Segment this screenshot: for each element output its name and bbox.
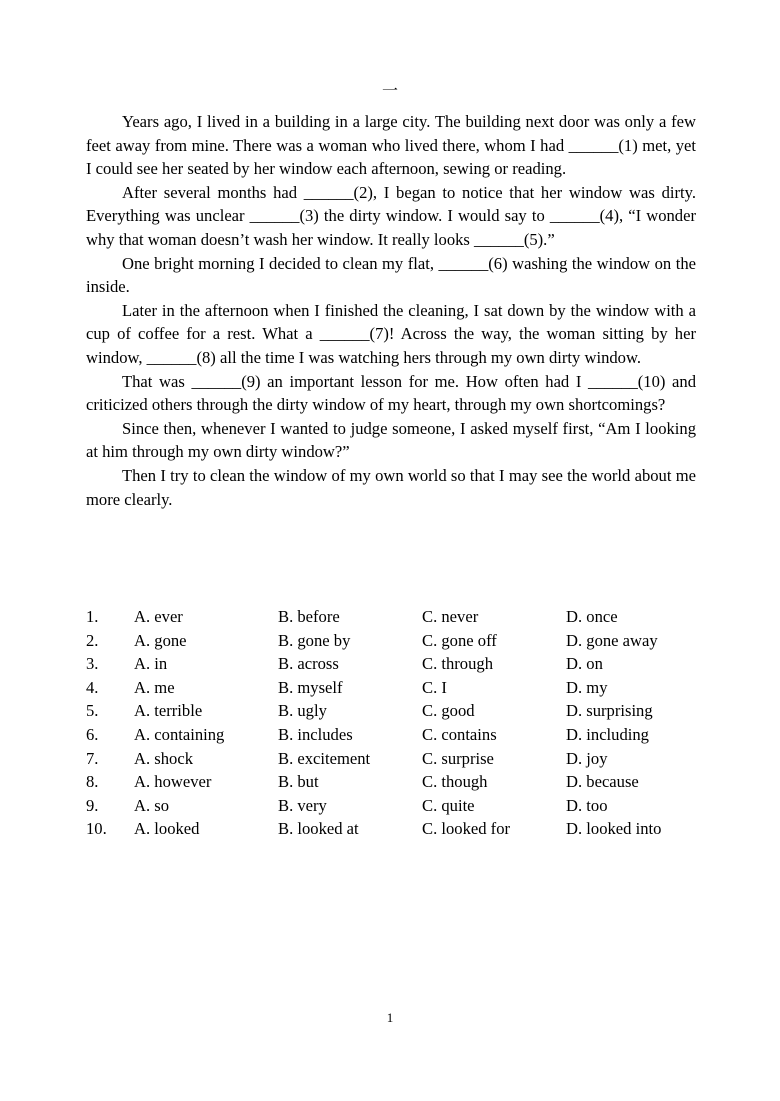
option-b: B. very xyxy=(278,795,327,815)
option-d: D. joy xyxy=(566,748,608,768)
option-a: A. me xyxy=(134,677,175,697)
question-number: 4. xyxy=(86,677,99,697)
option-d: D. including xyxy=(566,724,649,744)
question-row-1 xyxy=(86,605,696,629)
page-number: 1 xyxy=(386,1010,394,1025)
question-row-3 xyxy=(86,652,696,676)
option-a: A. however xyxy=(134,772,212,792)
option-b: B. myself xyxy=(278,677,343,697)
option-b: B. excitement xyxy=(278,748,371,768)
option-c: C. I xyxy=(422,677,447,697)
option-b: B. gone by xyxy=(278,630,351,650)
question-number: 9. xyxy=(86,795,99,815)
question-number: 3. xyxy=(86,654,99,674)
option-a: A. looked xyxy=(134,819,200,839)
option-c: C. gone off xyxy=(422,630,497,650)
option-c: C. quite xyxy=(422,795,475,815)
paragraph-5: That was ______(9) an important lesson for me. How often had I ______(10) and criticized others through the dirty window of my heart, through my own shortcomings? xyxy=(86,371,696,415)
option-d: D. my xyxy=(566,677,608,697)
option-a: A. shock xyxy=(134,748,193,768)
option-c: C. surprise xyxy=(422,748,494,768)
option-c: C. through xyxy=(422,654,493,674)
option-c: C. good xyxy=(422,701,475,721)
option-d: D. too xyxy=(566,795,608,815)
answer-options xyxy=(86,605,696,841)
option-b: B. includes xyxy=(278,724,353,744)
option-d: D. on xyxy=(566,654,603,674)
option-b: B. before xyxy=(278,607,340,626)
question-row-2 xyxy=(86,629,696,653)
question-number: 6. xyxy=(86,724,99,744)
option-c: C. contains xyxy=(422,724,497,744)
option-c: C. though xyxy=(422,772,488,792)
reading-passage xyxy=(86,110,696,511)
question-number: 2. xyxy=(86,630,99,650)
question-row-10 xyxy=(86,817,696,841)
option-c: C. looked for xyxy=(422,819,511,839)
question-row-8 xyxy=(86,770,696,794)
question-row-6 xyxy=(86,723,696,747)
section-mark: 一 xyxy=(381,83,398,100)
question-number: 1. xyxy=(86,607,99,626)
option-a: A. containing xyxy=(134,724,225,744)
option-d: D. looked into xyxy=(566,819,662,839)
option-d: D. once xyxy=(566,607,618,626)
option-c: C. never xyxy=(422,607,479,626)
question-number: 5. xyxy=(86,701,99,721)
option-b: B. ugly xyxy=(278,701,327,721)
paragraph-2: After several months had ______(2), I began to notice that her window was dirty. Everything was unclear ______(3) the dirty window. I would say to ______(4), “I wonder why that woman doesn’t wash her window. It really looks ______(5).” xyxy=(86,182,696,249)
option-b: B. looked at xyxy=(278,819,359,839)
question-row-4 xyxy=(86,676,696,700)
option-d: D. surprising xyxy=(566,701,653,721)
paragraph-7: Then I try to clean the window of my own world so that I may see the world about me more clearly. xyxy=(86,465,696,509)
paragraph-4: Later in the afternoon when I finished the cleaning, I sat down by the window with a cup of coffee for a rest. What a ______(7)! Across the way, the woman sitting by her window, ______(8) all the time I was watching hers through my own dirty window. xyxy=(86,300,696,367)
question-number: 7. xyxy=(86,748,99,768)
option-a: A. so xyxy=(134,795,170,815)
question-number: 8. xyxy=(86,772,99,792)
paragraph-6: Since then, whenever I wanted to judge someone, I asked myself first, “Am I looking at him through my own dirty window?” xyxy=(86,418,696,462)
question-row-9 xyxy=(86,794,696,818)
option-a: A. gone xyxy=(134,630,187,650)
option-d: D. because xyxy=(566,772,639,792)
option-a: A. in xyxy=(134,654,168,674)
paragraph-1: Years ago, I lived in a building in a large city. The building next door was only a few feet away from mine. There was a woman who lived there, whom I had ______(1) met, yet I could see her seated by her window each afternoon, sewing or reading. xyxy=(86,112,696,179)
question-row-5 xyxy=(86,699,696,723)
question-row-7 xyxy=(86,747,696,771)
option-a: A. ever xyxy=(134,607,183,626)
option-a: A. terrible xyxy=(134,701,203,721)
option-b: B. but xyxy=(278,772,319,792)
option-d: D. gone away xyxy=(566,630,658,650)
option-b: B. across xyxy=(278,654,339,674)
paragraph-3: One bright morning I decided to clean my flat, ______(6) washing the window on the inside. xyxy=(86,253,696,297)
question-number: 10. xyxy=(86,819,107,839)
